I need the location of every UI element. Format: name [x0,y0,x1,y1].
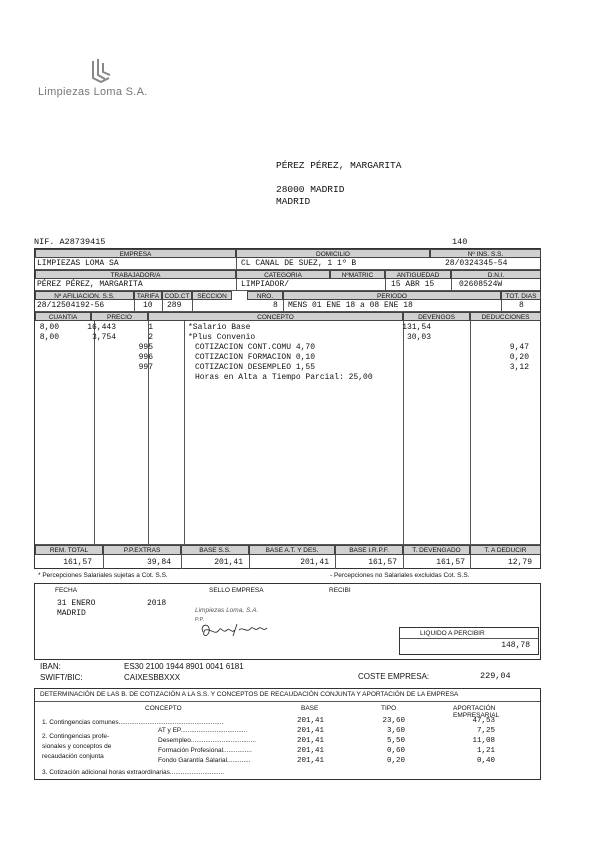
bases-col-base: BASE [301,705,319,712]
sub-formacion: Formación Profesional................ [158,747,252,754]
coste-value: 229,04 [480,671,511,681]
value-categoria: LIMPIADOR/ [241,280,290,289]
sub-fogasa: Fondo Garantía Salarial............. [158,757,251,764]
recipient-address [276,160,401,208]
header-domicilio: DOMICILIO [236,249,430,258]
header-nro: NRO. [247,291,283,300]
bases-aport-col: 47,53 7,25 11,08 1,21 0,40 [472,717,495,765]
bank-values [124,661,244,683]
sheet-number: 140 [452,237,468,247]
value-dni: 02608524W [459,280,503,289]
header-empresa: EMPRESA [35,249,236,258]
total-pp-extras: 39,84 [146,558,171,567]
bases-tipo-col: 23,60 3,60 5,50 0,60 0,20 [382,717,405,765]
swift-value: CAIXESBBXXX [124,673,181,682]
iban-value: ES30 2100 1944 8901 0041 6181 [124,662,244,671]
header-categoria: CATEGORIA [236,270,330,279]
liquido-value: 148,78 [501,641,530,650]
sub-at-ep: AT y EP..................................... [158,727,248,734]
header-base-ss: BASE S.S. [181,545,249,555]
total-t-deducir: 12,79 [507,558,532,567]
recibi-label: RECIBI [329,587,351,594]
list-item: 996 COTIZACION FORMACION 0,10 0,20 [138,353,529,362]
contingencias-comunes: 1. Contingencias comunes.......................................................... [42,719,224,726]
header-base-at: BASE A.T. Y DES. [249,545,335,555]
iban-label: IBAN: [40,662,61,671]
nif: NIF. A28739415 [34,237,106,247]
items-list [35,323,541,393]
header-antiguedad: ANTIGUEDAD [385,270,451,279]
header-tot-dias: TOT. DIAS [501,291,541,300]
header-rem-total: REM. TOTAL [35,545,103,555]
total-rem-total: 161,57 [63,558,92,567]
header-precio: PRECIO [91,312,148,321]
header-t-deducir: T. A DEDUCIR [470,545,541,555]
bank-section [40,661,83,683]
coste-label: COSTE EMPRESA: [358,672,430,681]
total-base-ss: 201,41 [214,558,243,567]
header-n-afiliacion: Nº AFILIACION. S.S. [35,291,134,300]
header-trabajador: TRABAJADOR/A [35,270,236,279]
total-base-at: 201,41 [300,558,329,567]
sub-desempleo: Desempleo.................................... [158,737,256,744]
logo-icon [86,58,116,86]
header-concepto: CONCEPTO [148,312,403,321]
header-deducciones: DEDUCCIONES [470,312,541,321]
bases-col-concepto: CONCEPTO [145,705,182,712]
cotizacion-adicional: 3. Cotización adicional horas extraordinarias.............................. [42,769,225,776]
contingencias-profesionales: 2. Contingencias profe- sionales y conceptos de recaudación conjunta [42,733,112,760]
header-periodo: PERIODO [283,291,501,300]
liquido-box [399,627,539,655]
note-no-salariales: - Percepciones no Salariales excluidas Cot. S.S. [330,572,470,579]
value-tarifa: 10 [143,301,153,310]
header-dni: D.N.I. [451,270,541,279]
value-n-afiliacion: 28/12504192-56 [37,301,105,310]
payslip-table [34,248,541,569]
header-base-irpf: BASE I.R.P.F. [335,545,403,555]
bases-base-col: 201,41 201,41 201,41 201,41 201,41 [297,717,325,765]
list-item: 8,00 16,443 1 *Salario Base 131,54 [39,323,431,332]
recipient-city: MADRID [276,196,311,207]
bases-section [34,688,541,780]
value-n-ins: 28/0324345-54 [445,259,508,268]
fecha-label: FECHA [55,587,78,594]
value-antiguedad: 15 ABR 15 [391,280,435,289]
header-t-devengado: T. DEVENGADO [403,545,470,555]
note-salariales: * Percepciones Salariales sujetas a Cot. S.S. [38,572,168,579]
value-cod-ct: 289 [167,301,182,310]
header-n-matric: NºMATRIC [330,270,385,279]
sign-date-day: 31 ENERO [57,599,96,608]
signature-scribble [197,618,269,642]
header-cuantia: CUANTIA [35,312,91,321]
liquido-label: LIQUIDO A PERCIBIR [420,630,485,637]
list-item: 997 COTIZACION DESEMPLEO 1,55 3,12 [138,363,529,372]
header-n-ins: Nº INS. S.S. [430,249,541,258]
header-pp-extras: P.P.EXTRAS [103,545,181,555]
value-trabajador: PÉREZ PÉREZ, MARGARITA [37,280,143,289]
value-nro: 8 [273,301,278,310]
value-empresa: LIMPIEZAS LOMA SA [37,259,119,268]
recipient-name: PÉREZ PÉREZ, MARGARITA [276,160,402,171]
header-devengos: DEVENGOS [403,312,470,321]
list-item: 8,00 3,754 2 *Plus Convenio 30,03 [39,333,431,342]
value-periodo: MENS 01 ENE 18 a 08 ENE 18 [288,301,413,310]
value-tot-dias: 8 [519,301,524,310]
list-item: Horas en Alta a Tiempo Parcial: 25,00 [195,373,373,382]
header-tarifa: TARIFA [134,291,162,300]
stamp-pp: P.P. [195,617,204,623]
signature-section [34,583,541,660]
bases-col-tipo: TIPO [381,705,397,712]
stamp-company: Limpiezas Loma, S.A. [195,607,259,614]
total-t-devengado: 161,57 [436,558,465,567]
sign-place: MADRID [57,609,86,618]
sign-date-year: 2018 [147,599,167,608]
header-seccion: SECCION [192,291,232,300]
company-logo-text: Limpiezas Loma S.A. [38,86,148,98]
value-domicilio: CL CANAL DE SUEZ, 1 1º B [241,259,357,268]
recipient-postal: 28000 MADRID [276,184,345,195]
total-base-irpf: 161,57 [368,558,397,567]
swift-label: SWIFT/BIC: [40,673,83,682]
list-item: 995 COTIZACION CONT.COMU 4,70 9,47 [138,343,529,352]
bases-col-aport: APORTACIÓN EMPRESARIAL [453,705,500,719]
company-logo [86,58,116,86]
bases-title: DETERMINACIÓN DE LAS B. DE COTIZACIÓN A LA S.S. Y CONCEPTOS DE RECAUDACIÓN CONJUNTA Y APORTACIÓN DE LA EMPRESA [40,691,459,698]
sello-label: SELLO EMPRESA [209,587,264,594]
header-cod-ct: COD.CT [162,291,192,300]
